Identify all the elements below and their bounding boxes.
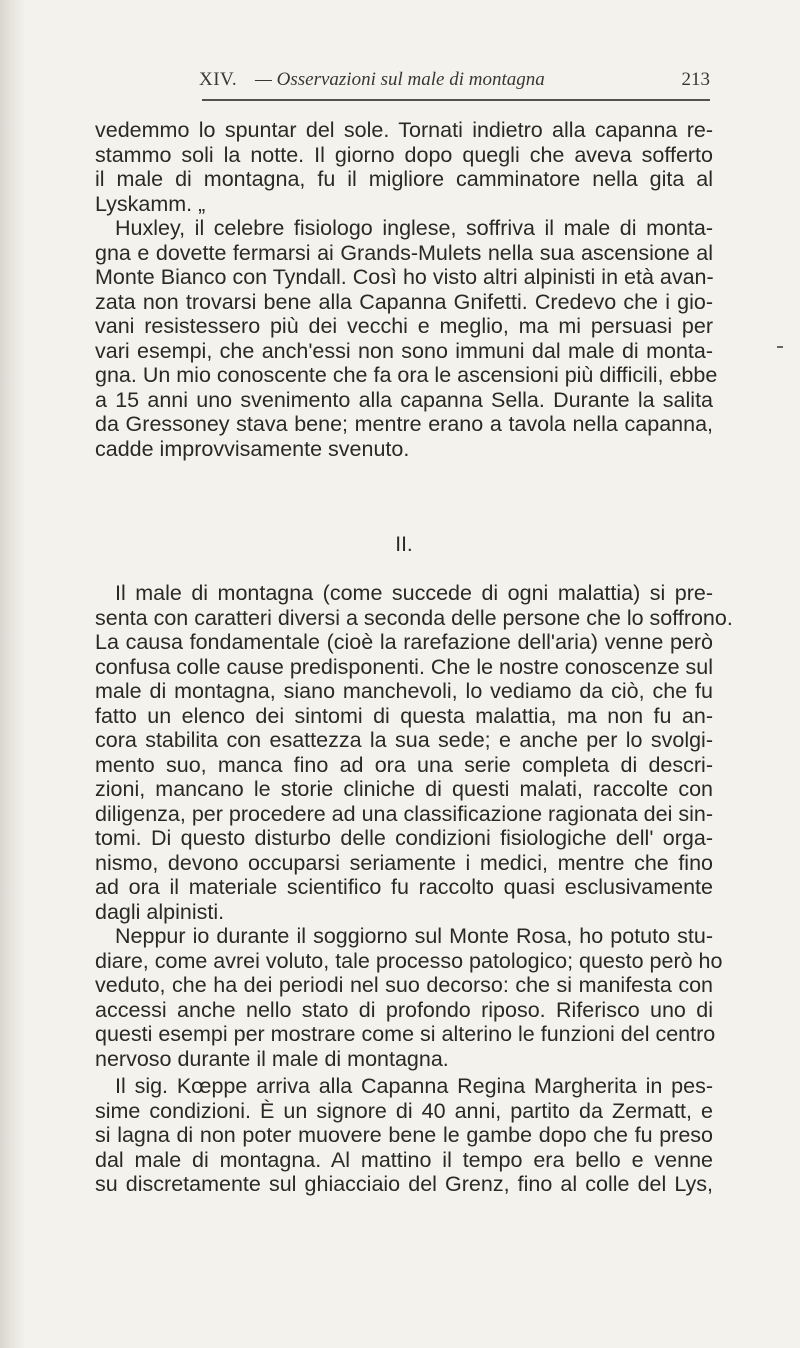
text-line: cora stabilita con esattezza la sua sede; e anche per lo svolgi- (95, 728, 713, 752)
text-line: nervoso durante il male di montagna. (95, 1046, 449, 1071)
text-line: mento suo, manca fino ad ora una serie completa di descri- (95, 752, 713, 777)
text-line: il male di montagna, fu il migliore camminatore nella gita al (95, 167, 713, 191)
text-block-section (95, 581, 733, 1071)
text-line: veduto, che ha dei periodi nel suo decorso: che si manifesta con (95, 973, 713, 997)
text-line: su discretamente sul ghiacciaio del Grenz, fino al colle del Lys, (95, 1172, 713, 1196)
chapter-number: XIV. (199, 69, 238, 90)
text-line: zioni, mancano le storie cliniche di questi malati, raccolte con (95, 777, 713, 801)
text-line: Huxley, il celebre fisiologo inglese, soffriva il male di monta- (115, 216, 713, 240)
text-line: si lagna di non poter muovere bene le gambe dopo che fu preso (95, 1123, 713, 1147)
text-line: fatto un elenco dei sintomi di questa malattia, ma non fu an- (95, 703, 713, 728)
text-line: Il sig. Kœppe arriva alla Capanna Regina Margherita in pes- (115, 1074, 713, 1098)
text-line: senta con caratteri diversi a seconda delle persone che lo soffrono. (95, 605, 733, 630)
text-line: Il male di montagna (come succede di ogni malattia) si pre- (115, 581, 713, 605)
text-line: La causa fondamentale (cioè la rarefazione dell'aria) venne però (95, 630, 713, 654)
text-line: da Gressoney stava bene; mentre erano a tavola nella capanna, (95, 412, 713, 436)
text-line: dagli alpinisti. (95, 899, 225, 924)
text-block-top (95, 118, 718, 461)
text-line: male di montagna, siano manchevoli, lo vediamo da ciò, che fu (95, 679, 713, 703)
text-line: a 15 anni uno svenimento alla capanna Sella. Durante la salita (95, 387, 713, 412)
text-line: cadde improvvisamente svenuto. (95, 436, 410, 461)
text-line: diligenza, per procedere ad una classificazione ragionata dei sin- (95, 801, 713, 826)
text-line: vani resistessero più dei vecchi e meglio, ma mi persuasi per (95, 314, 713, 338)
header-rule (202, 99, 710, 101)
text-line: gna. Un mio conoscente che fa ora le ascensioni più difficili, ebbe (95, 363, 718, 387)
text-line: nismo, devono occuparsi seriamente i medici, mentre che fino (95, 850, 713, 875)
text-line: stammo soli la notte. Il giorno dopo quegli che aveva sofferto (95, 142, 713, 167)
text-line: ad ora il materiale scientifico fu raccolto quasi esclusivamente (95, 875, 713, 899)
text-line: vari esempi, che anch'essi non sono immuni dal male di monta- (95, 338, 713, 363)
margin-mark (777, 346, 783, 348)
text-line: diare, come avrei voluto, tale processo patologico; questo però ho (95, 948, 723, 973)
text-line: confusa colle cause predisponenti. Che le nostre conoscenze sul (95, 654, 713, 679)
text-line: gna e dovette fermarsi ai Grands-Mulets nella sua ascensione al (95, 240, 713, 265)
text-line: dal male di montagna. Al mattino il tempo era bello e venne (95, 1147, 713, 1172)
page-number: 213 (681, 69, 710, 90)
text-line: vedemmo lo spuntar del sole. Tornati indietro alla capanna re- (95, 118, 713, 142)
text-line: Lyskamm. „ (95, 191, 206, 216)
page-gutter-shadow (0, 0, 26, 1348)
running-title: — Osservazioni sul male di montagna (255, 69, 545, 90)
running-head (95, 68, 710, 92)
text-line: zata non trovarsi bene alla Capanna Gnifetti. Credevo che i gio- (95, 289, 713, 314)
text-line: accessi anche nello stato di profondo riposo. Riferisco uno di (95, 997, 713, 1022)
text-block-bottom (95, 1074, 713, 1197)
text-line: Monte Bianco con Tyndall. Così ho visto altri alpinisti in età avan- (95, 265, 714, 289)
text-line: tomi. Di questo disturbo delle condizioni fisiologiche dell' orga- (95, 826, 713, 850)
section-heading: II. (395, 533, 413, 556)
text-line: questi esempi per mostrare come si alterino le funzioni del centro (95, 1022, 716, 1046)
text-line: sime condizioni. È un signore di 40 anni, partito da Zermatt, e (95, 1098, 713, 1123)
text-line: Neppur io durante il soggiorno sul Monte Rosa, ho potuto stu- (115, 924, 713, 948)
